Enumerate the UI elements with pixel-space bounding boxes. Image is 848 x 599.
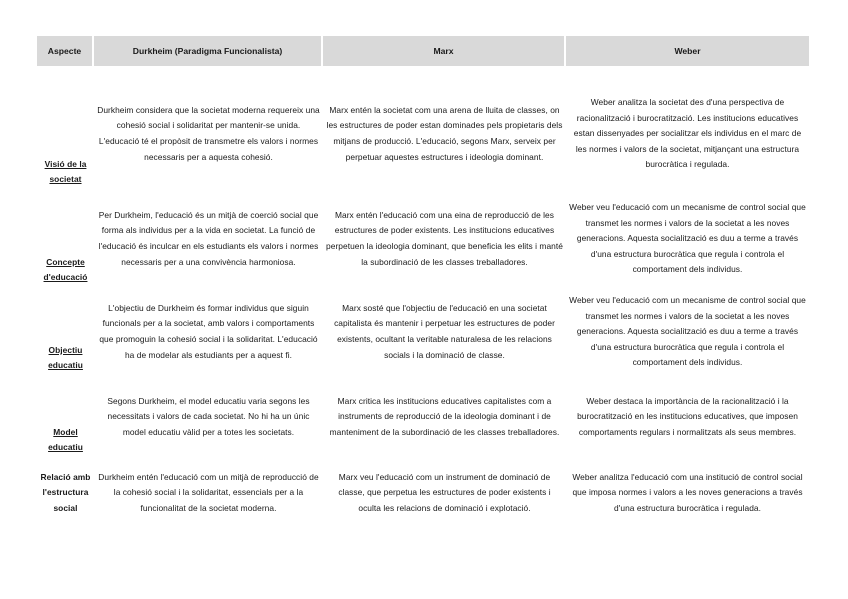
- durkheim-cell: Per Durkheim, l'educació és un mitjà de coerció social que forma als individus per a la vida en societat. La funció de l'educació és inculcar en els estudiants els valors i normes necessaris per a una convivència harmoniosa.: [98, 209, 319, 267]
- header-marx: Marx: [323, 36, 566, 66]
- header-weber: Weber: [566, 36, 809, 66]
- marx-cell: Marx entén l'educació com una eina de reproducció de les estructures de poder existents. Les institucions educatives perpetuen la ideologia dominant, que beneficia les elits i manté la subordinació de les classes treballadores.: [326, 209, 563, 267]
- weber-cell: Weber analitza la societat des d'una perspectiva de racionalització i burocratització. Les institucions educatives estan dissenyades per socialitzar els individus en el marc de les normes i valors de la societat, mitjançant una estructura burocràtica i regulada.: [573, 97, 802, 170]
- durkheim-cell: Durkheim considera que la societat moderna requereix una cohesió social i solidaritat per mantenir-se unida. L'educació té el propòsit de transmetre els valors i normes necessaris per a aquesta cohesió.: [97, 104, 320, 162]
- durkheim-cell: Segons Durkheim, el model educatiu varia segons les necessitats i valors de cada societat. No hi ha un únic model educatiu vàlid per a totes les societats.: [107, 395, 310, 437]
- weber-cell: Weber destaca la importància de la racionalització i la burocratització en les institucions educatives, que imposen comportaments regulars i normalitzats als seus membres.: [577, 395, 798, 437]
- aspect-cell: Concepte d'educació: [43, 256, 88, 283]
- header-aspect: Aspecte: [37, 36, 94, 66]
- marx-cell: Marx sosté que l'objectiu de l'educació en una societat capitalista és mantenir i perpetuar les estructures de poder existents, ocultant la veritable naturalesa de les relacions socials i la dominació de classe.: [334, 302, 555, 360]
- table-row: [37, 66, 809, 190]
- aspect-cell: Objectiu educatiu: [48, 344, 83, 371]
- marx-cell: Marx veu l'educació com un instrument de dominació de classe, que perpetua les estructures de poder existents i oculta les relacions de dominació i explotació.: [338, 471, 551, 513]
- header-durkheim: Durkheim (Paradigma Funcionalista): [94, 36, 323, 66]
- table-row: [37, 190, 809, 288]
- comparison-table: [37, 36, 809, 528]
- table-row: [37, 458, 809, 528]
- durkheim-cell: L'objectiu de Durkheim és formar individus que siguin funcionals per a la societat, amb valors i comportaments que promoguin la cohesió social i la solidaritat. L'educació ha de modelar als estudiants per a aquest fi.: [99, 302, 318, 360]
- marx-cell: Marx critica les institucions educatives capitalistes com a instruments de reproducció de la ideologia dominant i de manteniment de la subordinació de les classes treballadores.: [329, 395, 560, 437]
- header-row: [37, 36, 809, 66]
- weber-cell: Weber analitza l'educació com una institució de control social que imposa normes i valors a les noves generacions a través d'una estructura burocràtica i regulada.: [572, 471, 803, 513]
- marx-cell: Marx entén la societat com una arena de lluita de classes, on les estructures de poder estan dominades pels propietaris dels mitjans de producció. L'educació, segons Marx, serveix per perpetuar aquestes estructures i ideologia dominant.: [326, 104, 563, 162]
- table-row: [37, 288, 809, 376]
- weber-cell: Weber veu l'educació com un mecanisme de control social que transmet les normes i valors de la societat a les noves generacions. Aquesta socialització es duu a terme a través d'una estructura burocràtica que regula i controla el comportament dels individus.: [569, 202, 806, 275]
- aspect-cell: Relació amb l'estructura social: [40, 471, 91, 513]
- weber-cell: Weber veu l'educació com un mecanisme de control social que transmet les normes i valors de la societat a les noves generacions. Aquesta socialització es duu a terme a través d'una estructura burocràtica que regula i controla el comportament dels individus.: [569, 295, 806, 368]
- aspect-cell: Model educatiu: [48, 426, 83, 453]
- table-row: [37, 376, 809, 458]
- durkheim-cell: Durkheim entén l'educació com un mitjà de reproducció de la cohesió social i la solidaritat, essencials per a la funcionalitat de la societat moderna.: [98, 471, 319, 513]
- aspect-cell: Visió de la societat: [44, 158, 87, 185]
